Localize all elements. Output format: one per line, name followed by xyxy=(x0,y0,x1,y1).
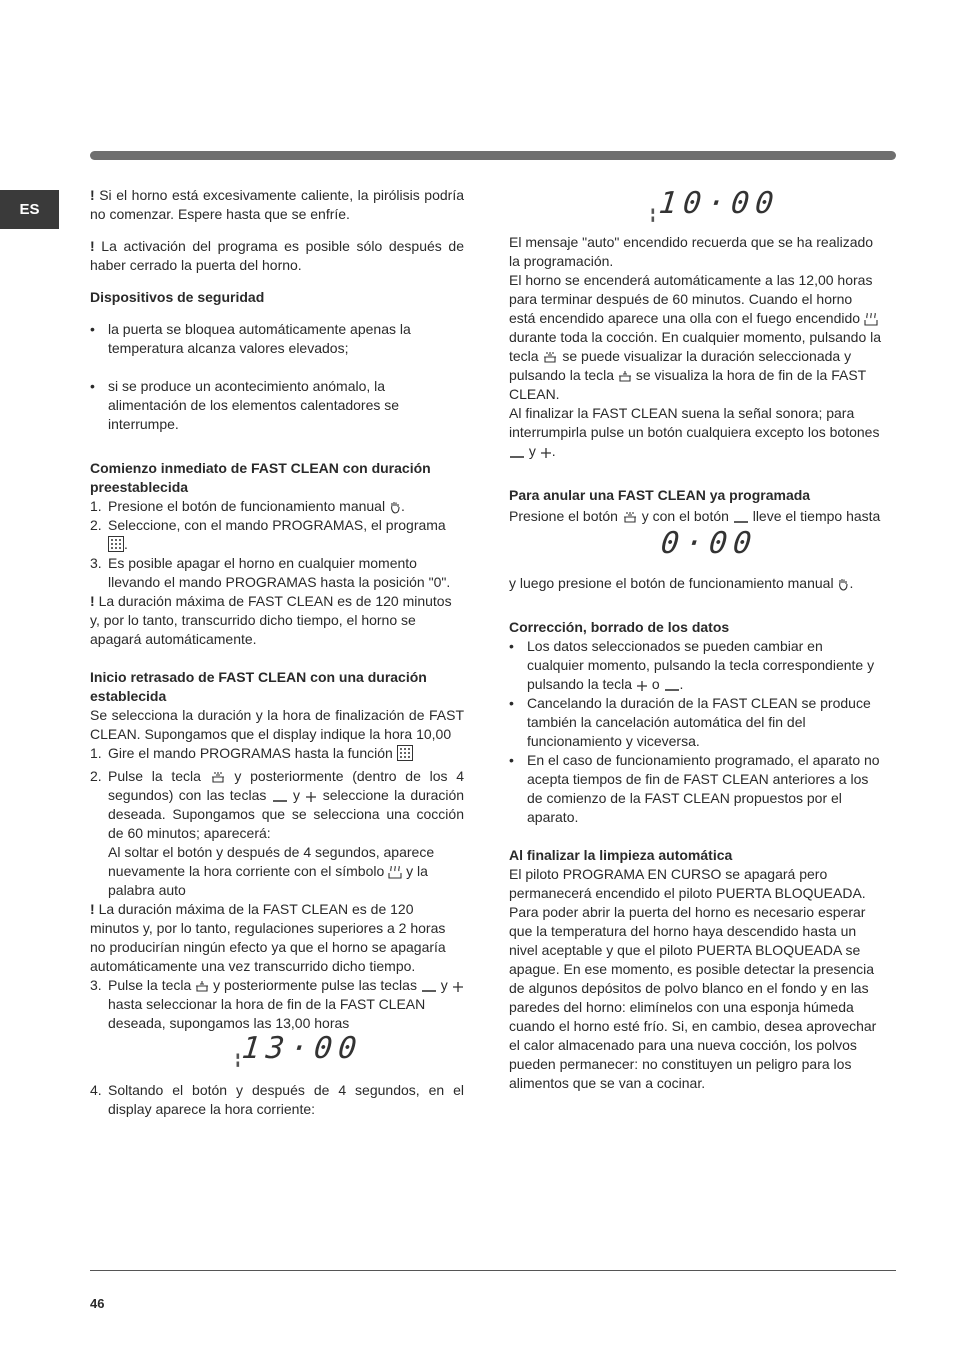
manual-hand-icon xyxy=(837,578,849,591)
delayed-step-4: 4. Soltando el botón y después de 4 segundos, en el display aparece la hora corriente: xyxy=(90,1082,464,1117)
delayed-intro: Se selecciona la duración y la hora de finalización de FAST CLEAN. Supongamos que el display indique la hora 10,00 xyxy=(90,707,464,742)
cancel-manual-text: y luego presione el botón de funcionamiento manual . xyxy=(509,575,854,591)
duration-pot-icon xyxy=(210,771,226,784)
cancel-heading: Para anular una FAST CLEAN ya programada xyxy=(509,487,811,503)
plus-icon xyxy=(540,447,552,459)
display-zero-time-digits: 0·00 xyxy=(659,526,760,561)
warning-immediate-duration: ! La duración máxima de FAST CLEAN es de 120 minutos y, por lo tanto, transcurrido dicho tiempo, el horno se apagará automáticamente. xyxy=(90,593,452,647)
warning-door: ! La activación del programa es posible sólo después de haber cerrado la puerta del horno. xyxy=(90,238,464,273)
minus-icon xyxy=(664,684,680,692)
minus-icon xyxy=(509,451,525,459)
immediate-step-3: 3. Es posible apagar el horno en cualquier momento llevando el mando PROGRAMAS hasta la posición "0". xyxy=(90,555,451,590)
immediate-step-1: 1. Presione el botón de funcionamiento manual . xyxy=(90,498,405,514)
footer-rule xyxy=(90,1270,896,1271)
plus-icon xyxy=(636,680,648,692)
pot-fire-icon xyxy=(864,313,878,326)
auto-start-text: El horno se encenderá automáticamente a las 12,00 horas para terminar después de 60 minutos. Cuando el horno está encendido aparece una olla con el fuego encendido durante toda la cocción. En cualquier momento, pulsando la tecla se puede visualizar la duración seleccionada y pulsando la tecla se visualiza la hora de fin de la FAST CLEAN. xyxy=(509,272,882,402)
correction-bullet-2: • Cancelando la duración de la FAST CLEAN se produce también la cancelación automática del fin del funcionamiento y viceversa. xyxy=(509,694,882,751)
minus-icon xyxy=(733,516,749,524)
delayed-step-1: 1. Gire el mando PROGRAMAS hasta la función xyxy=(90,744,464,763)
delayed-step-2: 2. Pulse la tecla y posteriormente (dentro de los 4 segundos) con las teclas y seleccione la duración deseada. Supongamos que se selecciona una cocción de 60 minutos; aparecerá: xyxy=(90,768,465,841)
end-cleaning-heading: Al finalizar la limpieza automática xyxy=(509,847,733,863)
safety-heading: Dispositivos de seguridad xyxy=(90,289,265,305)
program-grid-icon xyxy=(108,536,124,552)
header-rule xyxy=(90,151,896,160)
language-label: ES xyxy=(19,201,40,218)
display-end-time-digits: 13·00 xyxy=(240,1031,365,1066)
cancel-text: Presione el botón y con el botón lleve el tiempo hasta xyxy=(509,508,881,524)
correction-heading: Corrección, borrado de los datos xyxy=(509,619,730,635)
auto-message-text: El mensaje "auto" encendido recuerda que se ha realizado la programación. xyxy=(509,234,874,269)
safety-bullet-1: • la puerta se bloquea automáticamente apenas la temperatura alcanza valores elevados; xyxy=(90,320,464,358)
correction-bullet-3: • En el caso de funcionamiento programado, el aparato no acepta tiempos de fin de FAST CLEAN anteriores a los de comienzo de la FAST CLEAN propuestos por el aparato. xyxy=(509,751,882,827)
page-number: 46 xyxy=(90,1296,105,1311)
end-pot-icon xyxy=(195,980,209,993)
warning-delayed-duration: ! La duración máxima de la FAST CLEAN es de 120 minutos y, por lo tanto, regulaciones superiores a 2 horas no producirían ningún efecto ya que el horno se apagaría automáticamente una vez transcurrido dicho tiempo. xyxy=(90,901,446,974)
minus-icon xyxy=(272,795,288,803)
correction-bullet-1: • Los datos seleccionados se pueden cambiar en cualquier momento, pulsando la tecla correspondiente y pulsando la tecla o . xyxy=(509,637,882,694)
display-zero-time xyxy=(509,526,882,574)
pot-fire-icon xyxy=(388,866,402,879)
left-column xyxy=(90,186,464,1119)
immediate-start-heading: Comienzo inmediato de FAST CLEAN con duración preestablecida xyxy=(90,460,431,495)
program-grid-icon xyxy=(397,745,413,761)
right-column xyxy=(509,186,882,1093)
display-end-time: ▮ ▮ 13·00 xyxy=(236,1031,365,1068)
beep-text: Al finalizar la FAST CLEAN suena la señal sonora; para interrumpirla pulse un botón cualquiera excepto los botones y . xyxy=(509,405,880,459)
display-current-time: ▮ ▮ 10·00 xyxy=(651,186,782,223)
delayed-step-2-note: Al soltar el botón y después de 4 segundos, aparece nuevamente la hora corriente con el símbolo y la palabra auto xyxy=(108,844,435,898)
language-tab xyxy=(0,190,59,229)
delayed-start-heading: Inicio retrasado de FAST CLEAN con una duración establecida xyxy=(90,669,427,704)
warning-hot-oven: ! Si el horno está excesivamente caliente, la pirólisis podría no comenzar. Espere hasta que se enfríe. xyxy=(90,187,464,222)
end-pot-icon xyxy=(618,370,632,383)
duration-pot-icon xyxy=(542,351,558,364)
duration-pot-icon xyxy=(622,511,638,524)
minus-icon xyxy=(421,985,437,993)
manual-hand-icon xyxy=(389,501,401,514)
delayed-step-3: 3. Pulse la tecla y posteriormente pulse las teclas y hasta seleccionar la hora de fin de la FAST CLEAN deseada, supongamos las 13,00 horas xyxy=(90,976,464,1033)
safety-bullet-2: • si se produce un acontecimiento anómalo, la alimentación de los elementos calentadores se interrumpe. xyxy=(90,377,464,434)
plus-icon xyxy=(305,791,317,803)
end-cleaning-text: El piloto PROGRAMA EN CURSO se apagará pero permanecerá encendido el piloto PUERTA BLOQUEADA. Para poder abrir la puerta del horno es necesario esperar que la temperatura del horno haya descendido hasta un nivel aceptable y que el piloto PUERTA BLOQUEADA se apague. En ese momento, es posible detectar la presencia de algunos depósitos de polvo blanco en el fondo y en las paredes del horno: elimínelos con una esponja húmeda cuando el horno esté frío. Si, en cambio, desea aprovechar el calor almacenado para una nueva cocción, los polvos pueden permanecer: no constituyen un peligro para los alimentos que se van a cocinar. xyxy=(509,866,877,1091)
immediate-step-2: 2. Seleccione, con el mando PROGRAMAS, el programa . xyxy=(90,517,446,552)
display-current-time-digits: 10·00 xyxy=(657,186,782,221)
plus-icon xyxy=(452,981,464,993)
